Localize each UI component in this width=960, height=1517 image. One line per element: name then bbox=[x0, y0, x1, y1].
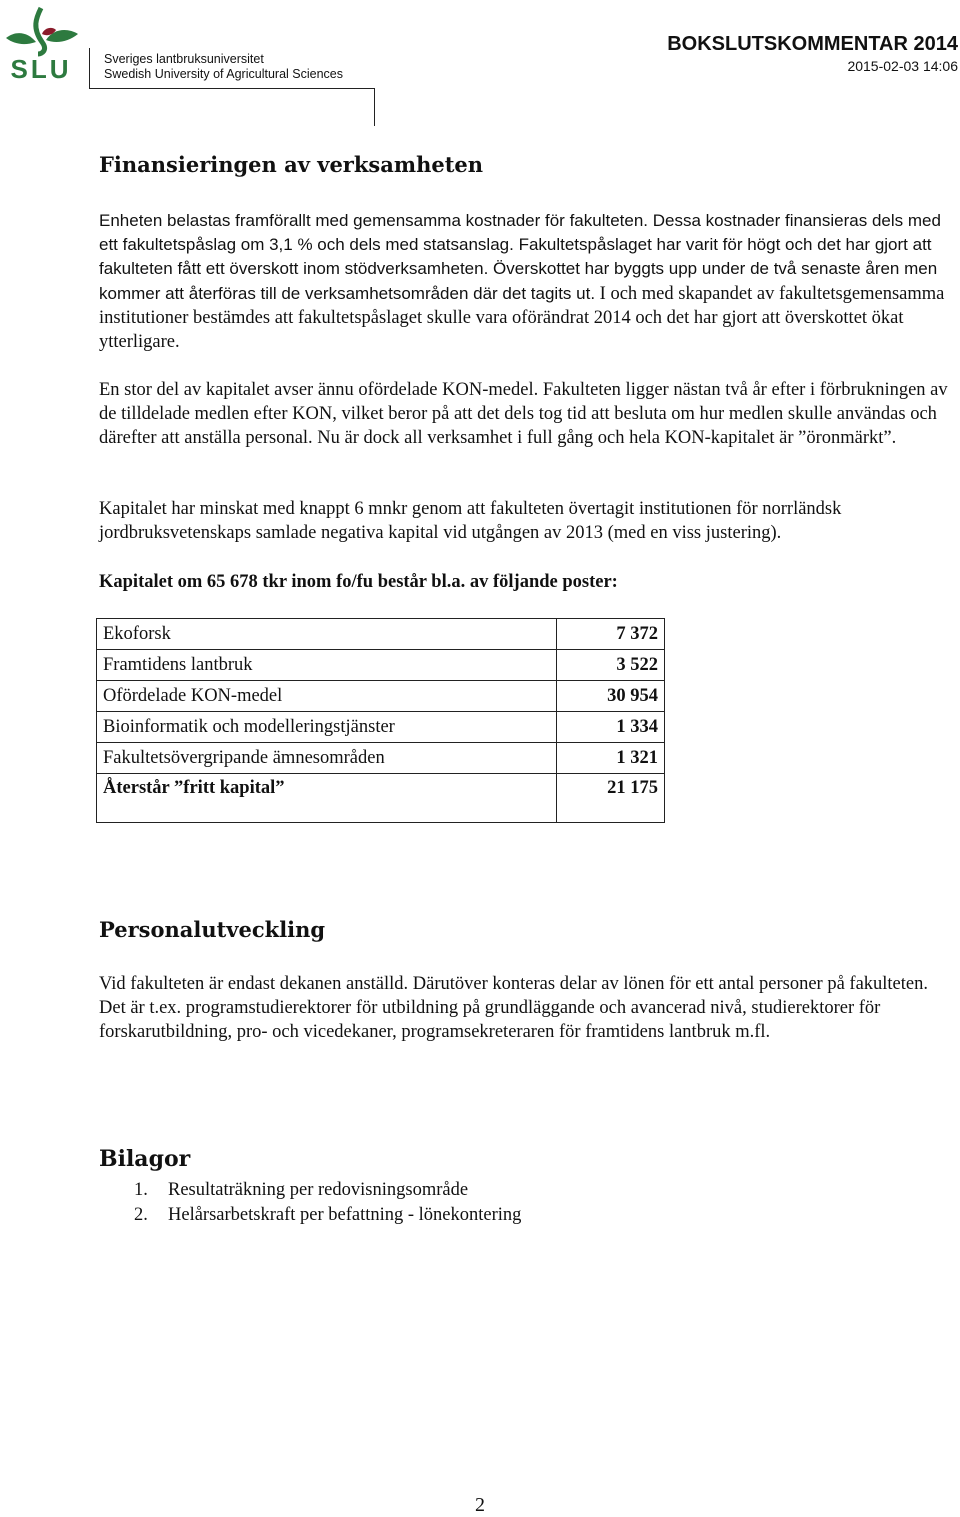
section-heading-personnel: Personalutveckling bbox=[99, 917, 326, 942]
university-name-en: Swedish University of Agricultural Sciences bbox=[104, 67, 343, 81]
section-heading-attachments: Bilagor bbox=[99, 1146, 191, 1172]
university-name bbox=[104, 52, 343, 82]
list-item-text: Helårsarbetskraft per befattning - lönekontering bbox=[168, 1204, 522, 1225]
university-name-sv: Sveriges lantbruksuniversitet bbox=[104, 52, 264, 66]
list-item-number: 1. bbox=[134, 1180, 148, 1200]
financing-paragraph-1 bbox=[99, 209, 959, 354]
attachments-list bbox=[99, 1178, 521, 1227]
capital-table-heading: Kapitalet om 65 678 tkr inom fo/fu består bl.a. av följande poster: bbox=[99, 572, 618, 592]
personnel-paragraph: Vid fakulteten är endast dekanen anställd. Därutöver konteras delar av lönen för ett antal personer på fakulteten. Det är t.ex. programstudierektorer för utbildning på grundläggande och avancerad nivå, studierektorer för forskarutbildning, pro- och vicedekaner, programsekreteraren för framtidens lantbruk m.fl. bbox=[99, 974, 928, 1043]
table-cell-label: Ofördelade KON-medel bbox=[97, 681, 557, 712]
capital-table bbox=[96, 618, 665, 823]
table-row bbox=[97, 619, 665, 650]
table-cell-value: 7 372 bbox=[557, 619, 665, 650]
table-cell-label: Återstår ”fritt kapital” bbox=[97, 774, 557, 823]
table-row bbox=[97, 650, 665, 681]
slu-logo bbox=[2, 2, 80, 82]
table-row bbox=[97, 712, 665, 743]
financing-paragraph-3: Kapitalet har minskat med knappt 6 mnkr genom att fakulteten övertagit institutionen för norrländsk jordbruksvetenskaps samlade negativa kapital vid utgången av 2013 (med en viss justering). bbox=[99, 499, 842, 544]
financing-paragraph-2: En stor del av kapitalet avser ännu ofördelade KON-medel. Fakulteten ligger nästan två år efter i förbrukningen av de tilldelade medlen efter KON, vilket beror på att det dels tog tid att besluta om hur medlen skulle användas och därefter att anställa personal. Nu är dock all verksamhet i full gång och hela KON-kapitalet är ”öronmärkt”. bbox=[99, 380, 948, 449]
table-cell-value: 21 175 bbox=[557, 774, 665, 823]
table-cell-label: Fakultetsövergripande ämnesområden bbox=[97, 743, 557, 774]
table-row-total bbox=[97, 774, 665, 823]
table-cell-value: 3 522 bbox=[557, 650, 665, 681]
table-cell-label: Framtidens lantbruk bbox=[97, 650, 557, 681]
header-rule-left bbox=[89, 48, 90, 89]
table-cell-label: Ekoforsk bbox=[97, 619, 557, 650]
logo-plant-stem bbox=[36, 8, 45, 54]
table-row bbox=[97, 681, 665, 712]
financing-paragraph-1-part-b: I och med skapandet av fakultetsgemensamma institutioner bestämdes att fakultetspåslaget skulle vara oförändrat 2014 och det har gjort att överskottet ökat ytterligare. bbox=[99, 283, 945, 353]
document-datetime: 2015-02-03 14:06 bbox=[847, 58, 958, 74]
list-item bbox=[99, 1203, 521, 1228]
document-title: BOKSLUTSKOMMENTAR 2014 bbox=[667, 33, 958, 55]
list-item-number: 2. bbox=[134, 1204, 148, 1225]
table-cell-value: 1 321 bbox=[557, 743, 665, 774]
logo-leaf-left bbox=[6, 33, 36, 44]
table-row bbox=[97, 743, 665, 774]
header-rule-bottom bbox=[89, 88, 374, 89]
logo-text: SLU bbox=[10, 54, 72, 82]
table-cell-value: 30 954 bbox=[557, 681, 665, 712]
table-cell-label: Bioinformatik och modelleringstjänster bbox=[97, 712, 557, 743]
section-heading-financing: Finansieringen av verksamheten bbox=[99, 152, 484, 177]
table-cell-value: 1 334 bbox=[557, 712, 665, 743]
financing-paragraph-1-part-a: Enheten belastas framförallt med gemensamma kostnader för fakulteten. Dessa kostnader finansieras dels med ett fakultetspåslag om 3,1 % och dels med statsanslag. Fakultetspåslaget har varit för högt och det har gjort att fakulteten fått ett överskott inom stödverksamheten. Överskottet har byggts upp under de två senaste åren men kommer att återföras till de verksamhetsområden där det tagits ut. bbox=[99, 211, 941, 303]
header-rule-right bbox=[374, 88, 375, 126]
list-item-text: Resultaträkning per redovisningsområde bbox=[168, 1180, 469, 1200]
list-item bbox=[99, 1178, 521, 1203]
page-number: 2 bbox=[475, 1494, 485, 1516]
